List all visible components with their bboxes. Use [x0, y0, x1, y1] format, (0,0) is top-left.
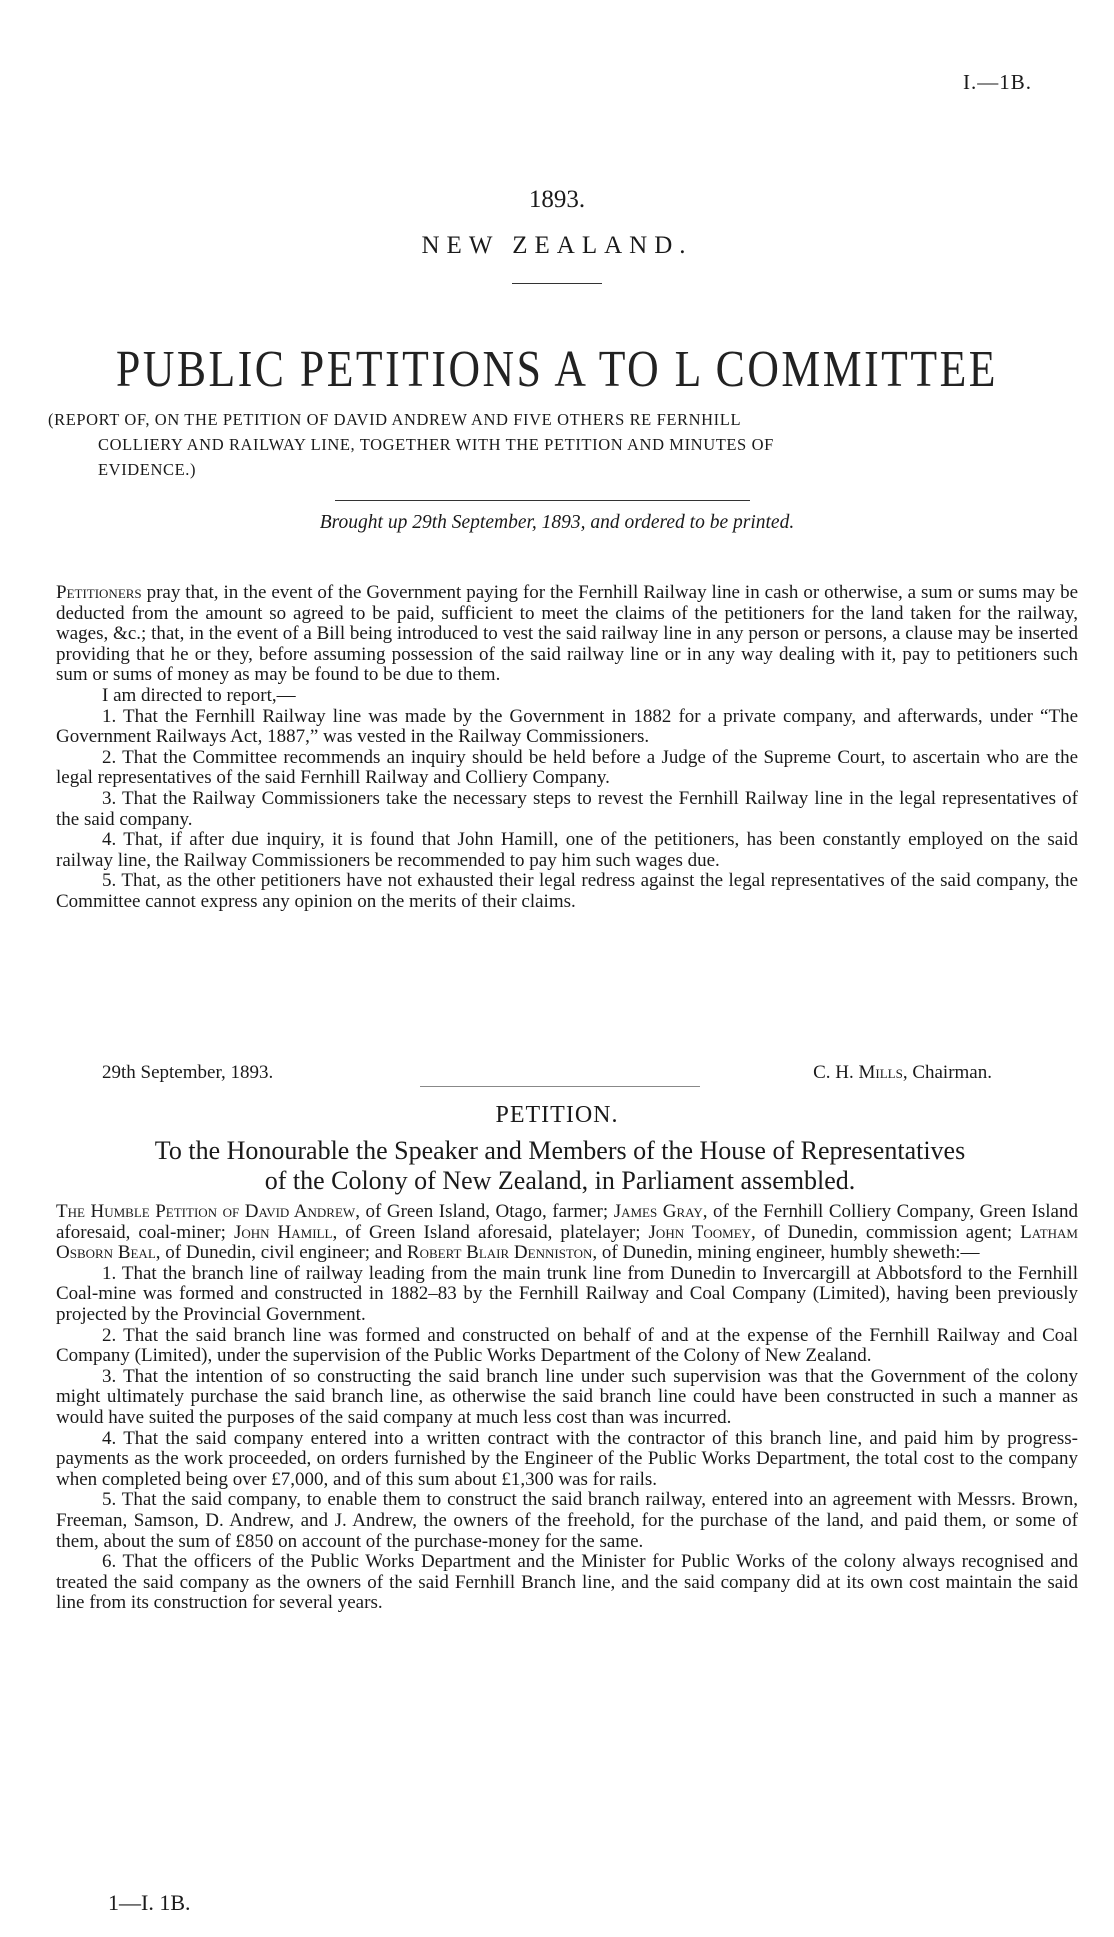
petition-heading: PETITION.: [495, 1102, 619, 1128]
petition-body: [56, 1202, 1078, 1614]
committee-report: [56, 583, 1078, 913]
page-footer-code: 1—I. 1B.: [108, 1890, 191, 1915]
page-title: PUBLIC PETITIONS A TO L COMMITTEE: [116, 341, 998, 398]
report-item: 1. That the Fernhill Railway line was made by the Government in 1882 for a private company, and afterwards, under “The Government Railways Act, 1887,” was vested in the Railway Commissioners.: [56, 705, 1078, 748]
subtitle-line-3: EVIDENCE.): [98, 460, 197, 479]
subtitle-line-1: (REPORT OF, ON THE PETITION OF DAVID ANDREW AND FIVE OTHERS RE FERNHILL: [48, 410, 742, 429]
petition-item: 5. That the said company, to enable them to construct the said branch railway, entered into an agreement with Messrs. Brown, Freeman, Samson, D. Andrew, and J. Andrew, the owners of the freehold, for the purchase of the land, and paid them, or some of them, about the sum of £850 on account of the purchase-money for the same.: [56, 1489, 1078, 1552]
petition-item: 1. That the branch line of railway leading from the main trunk line from Dunedin to Invercargill at Abbotsford to the Fernhill Coal-mine was formed and constructed in 1882–83 by the Fernhill Railway and Coal Company (Limited), having been previously projected by the Provincial Government.: [56, 1262, 1078, 1325]
report-item: 4. That, if after due inquiry, it is found that John Hamill, one of the petitioners, has been constantly employed on the said railway line, the Railway Commissioners be recommended to pay him such wages due.: [56, 829, 1078, 871]
petition-item: 3. That the intention of so constructing the said branch line under such supervision was that the Government of the colony might ultimately purchase the said branch line, as otherwise the said branch line could have been constructed in such a manner as would have suited the purposes of the said company at much less cost than was incurred.: [56, 1365, 1078, 1428]
divider-rule: [335, 500, 750, 501]
report-item: 3. That the Railway Commissioners take the necessary steps to revest the Fernhill Railway line in the legal representatives of the said company.: [56, 787, 1078, 830]
petition-address: [40, 1136, 1080, 1196]
report-subtitle: [48, 407, 1080, 482]
subtitle-line-2: COLLIERY AND RAILWAY LINE, TOGETHER WITH THE PETITION AND MINUTES OF: [98, 435, 774, 454]
report-intro: pray that, in the event of the Government paying for the Fernhill Railway line in cash or otherwise, a sum or sums may be deducted from the amount so agreed to be paid, sufficient to meet the claims of the petitioners for the land taken for the railway, wages, &c.; that, in the event of a Bill being introduced to vest the said railway line in any person or persons, a clause may be inserted providing that he or they, before assuming possession of the said railway line or in any way dealing with it, pay to petitioners such sum or sums of money as may be found to be due to them.: [56, 582, 1078, 686]
report-directed: I am directed to report,—: [102, 684, 296, 706]
report-signoff: [102, 1062, 992, 1084]
divider-rule: [420, 1086, 700, 1087]
address-line-1: To the Honourable the Speaker and Members of the House of Representatives: [154, 1136, 966, 1165]
petition-item: 4. That the said company entered into a written contract with the contractor of this branch line, and paid him by progress-payments as the work proceeded, on orders furnished by the Engineer of the Public Works Department, the total cost to the company when completed being over £7,000, and of this sum about £1,300 was for rails.: [56, 1427, 1078, 1490]
petition-item: 6. That the officers of the Public Works Department and the Minister for Public Works of the colony always recognised and treated the said company as the owners of the said Fernhill Branch line, and the said company did at its own cost maintain the said line from its construction for several years.: [56, 1551, 1078, 1614]
chairman-signature: C. H. Mills, Chairman.: [813, 1062, 992, 1083]
report-item: 2. That the Committee recommends an inquiry should be held before a Judge of the Supreme Court, to ascertain who are the legal representatives of the said Fernhill Railway and Colliery Company.: [56, 746, 1078, 789]
divider-rule: [512, 283, 602, 284]
report-item: 5. That, as the other petitioners have not exhausted their legal redress against the legal representatives of the said company, the Committee cannot express any opinion on the merits of their claims.: [56, 870, 1078, 912]
page-code: I.—1B.: [963, 70, 1032, 94]
country-heading: NEW ZEALAND.: [421, 232, 693, 259]
petition-item: 2. That the said branch line was formed and constructed on behalf of and at the expense of the Fernhill Railway and Coal Company (Limited), under the supervision of the Public Works Department of the Colony of New Zealand.: [56, 1324, 1078, 1367]
brought-up-note: Brought up 29th September, 1893, and ordered to be printed.: [319, 512, 795, 533]
report-lead-word: Petitioners: [56, 582, 142, 603]
petition-intro: The Humble Petition of David Andrew, of Green Island, Otago, farmer; James Gray, of the Fernhill Colliery Company, Green Island aforesaid, coal-miner; John Hamill, of Green Island aforesaid, platelayer; John Toomey, of Dunedin, commission agent; Latham Osborn Beal, of Dunedin, civil engineer; and Robert Blair Denniston, of Dunedin, mining engineer, humbly sheweth:—: [56, 1201, 1078, 1264]
report-date: 29th September, 1893.: [102, 1062, 274, 1083]
address-line-2: of the Colony of New Zealand, in Parliament assembled.: [264, 1166, 856, 1195]
document-year: 1893.: [528, 186, 586, 213]
